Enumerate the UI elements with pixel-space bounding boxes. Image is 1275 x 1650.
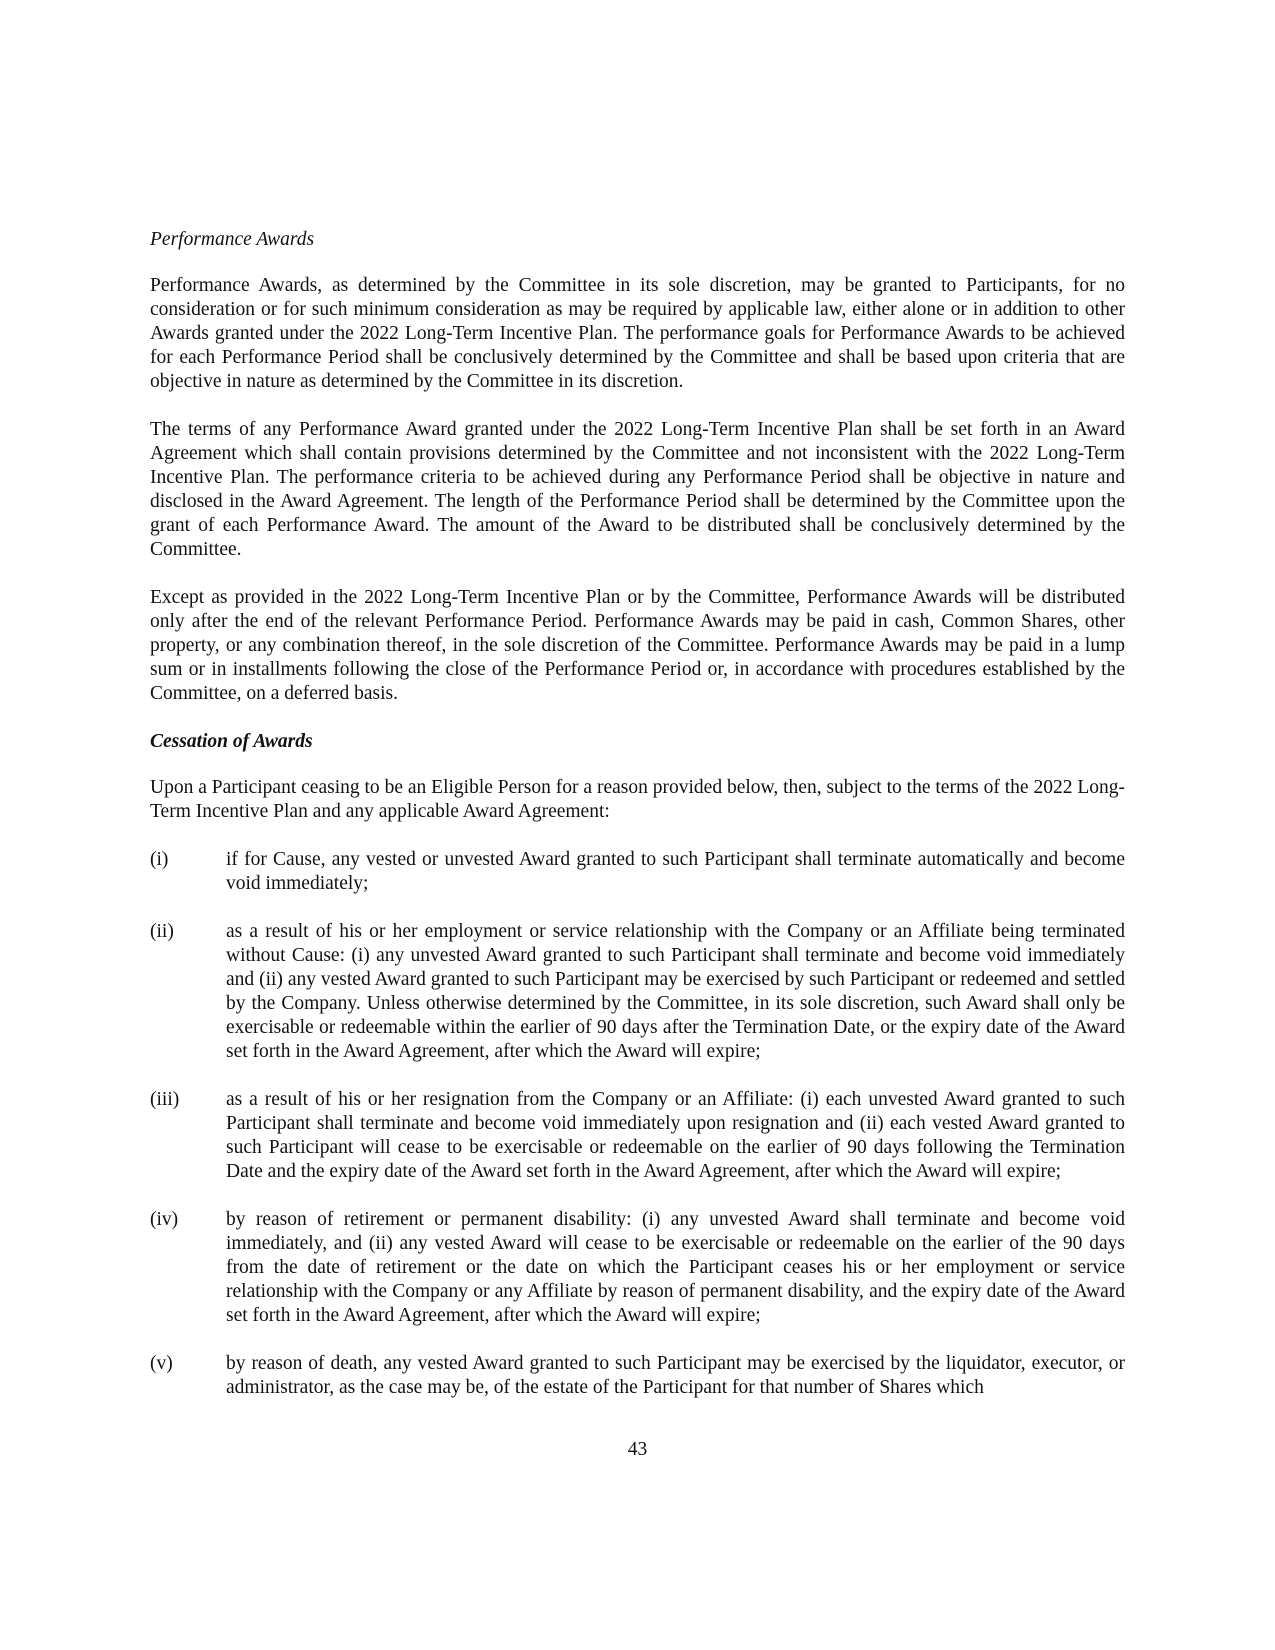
cessation-intro-paragraph: Upon a Participant ceasing to be an Eligible Person for a reason provided below, then, subject to the terms of the 2022 Long-Term Incentive Plan and any applicable Award Agreement: [150,777,1125,822]
list-item-text: as a result of his or her resignation from the Company or an Affiliate: (i) each unvested Award granted to such Participant shall terminate and become void immediately upon resignation and (ii) each vested Award granted to such Participant will cease to be exercisable or redeemable on the earlier of 90 days following the Termination Date and the expiry date of the Award set forth in the Award Agreement, after which the Award will expire; [226,1089,1125,1182]
performance-paragraph-2: The terms of any Performance Award granted under the 2022 Long-Term Incentive Plan shall be set forth in an Award Agreement which shall contain provisions determined by the Committee and not inconsistent with the 2022 Long-Term Incentive Plan. The performance criteria to be achieved during any Performance Period shall be objective in nature and disclosed in the Award Agreement. The length of the Performance Period shall be determined by the Committee upon the grant of each Performance Award. The amount of the Award to be distributed shall be conclusively determined by the Committee. [150,419,1125,560]
cessation-list-item [150,1352,1125,1400]
list-item-text: by reason of retirement or permanent disability: (i) any unvested Award shall terminate and become void immediately, and (ii) any vested Award will cease to be exercisable or redeemable on the earlier of the 90 days from the date of retirement or the date on which the Participant ceases his or her employment or service relationship with the Company or any Affiliate by reason of permanent disability, and the expiry date of the Award set forth in the Award Agreement, after which the Award will expire; [226,1209,1125,1326]
list-item-text: if for Cause, any vested or unvested Award granted to such Participant shall terminate automatically and become void immediately; [226,849,1125,894]
cessation-list-item [150,1088,1125,1184]
performance-paragraph-3: Except as provided in the 2022 Long-Term Incentive Plan or by the Committee, Performance Awards will be distributed only after the end of the relevant Performance Period. Performance Awards may be paid in cash, Common Shares, other property, or any combination thereof, in the sole discretion of the Committee. Performance Awards may be paid in a lump sum or in installments following the close of the Performance Period or, in accordance with procedures established by the Committee, on a deferred basis. [150,587,1125,704]
cessation-of-awards-heading: Cessation of Awards [150,731,313,752]
document-page [150,228,1125,1400]
cessation-list-item [150,920,1125,1064]
performance-paragraph-1: Performance Awards, as determined by the Committee in its sole discretion, may be granted to Participants, for no consideration or for such minimum consideration as may be required by applicable law, either alone or in addition to other Awards granted under the 2022 Long-Term Incentive Plan. The performance goals for Performance Awards to be achieved for each Performance Period shall be conclusively determined by the Committee and shall be based upon criteria that are objective in nature as determined by the Committee in its discretion. [150,275,1125,392]
performance-awards-heading: Performance Awards [150,229,315,250]
cessation-list-item [150,848,1125,896]
list-item-number: (ii) [150,921,174,942]
list-item-number: (iii) [150,1089,180,1110]
cessation-list-item [150,1208,1125,1328]
list-item-number: (iv) [150,1209,179,1230]
list-item-number: (v) [150,1353,173,1374]
list-item-text: as a result of his or her employment or service relationship with the Company or an Affiliate being terminated without Cause: (i) any unvested Award granted to such Participant shall terminate and become void immediately and (ii) any vested Award granted to such Participant may be exercised by such Participant or redeemed and settled by the Company. Unless otherwise determined by the Committee, in its sole discretion, such Award shall only be exercisable or redeemable within the earlier of 90 days after the Termination Date, or the expiry date of the Award set forth in the Award Agreement, after which the Award will expire; [226,921,1125,1062]
list-item-text: by reason of death, any vested Award granted to such Participant may be exercised by the liquidator, executor, or administrator, as the case may be, of the estate of the Participant for that number of Shares which [226,1353,1125,1398]
list-item-number: (i) [150,849,169,870]
page-number: 43 [627,1439,648,1460]
